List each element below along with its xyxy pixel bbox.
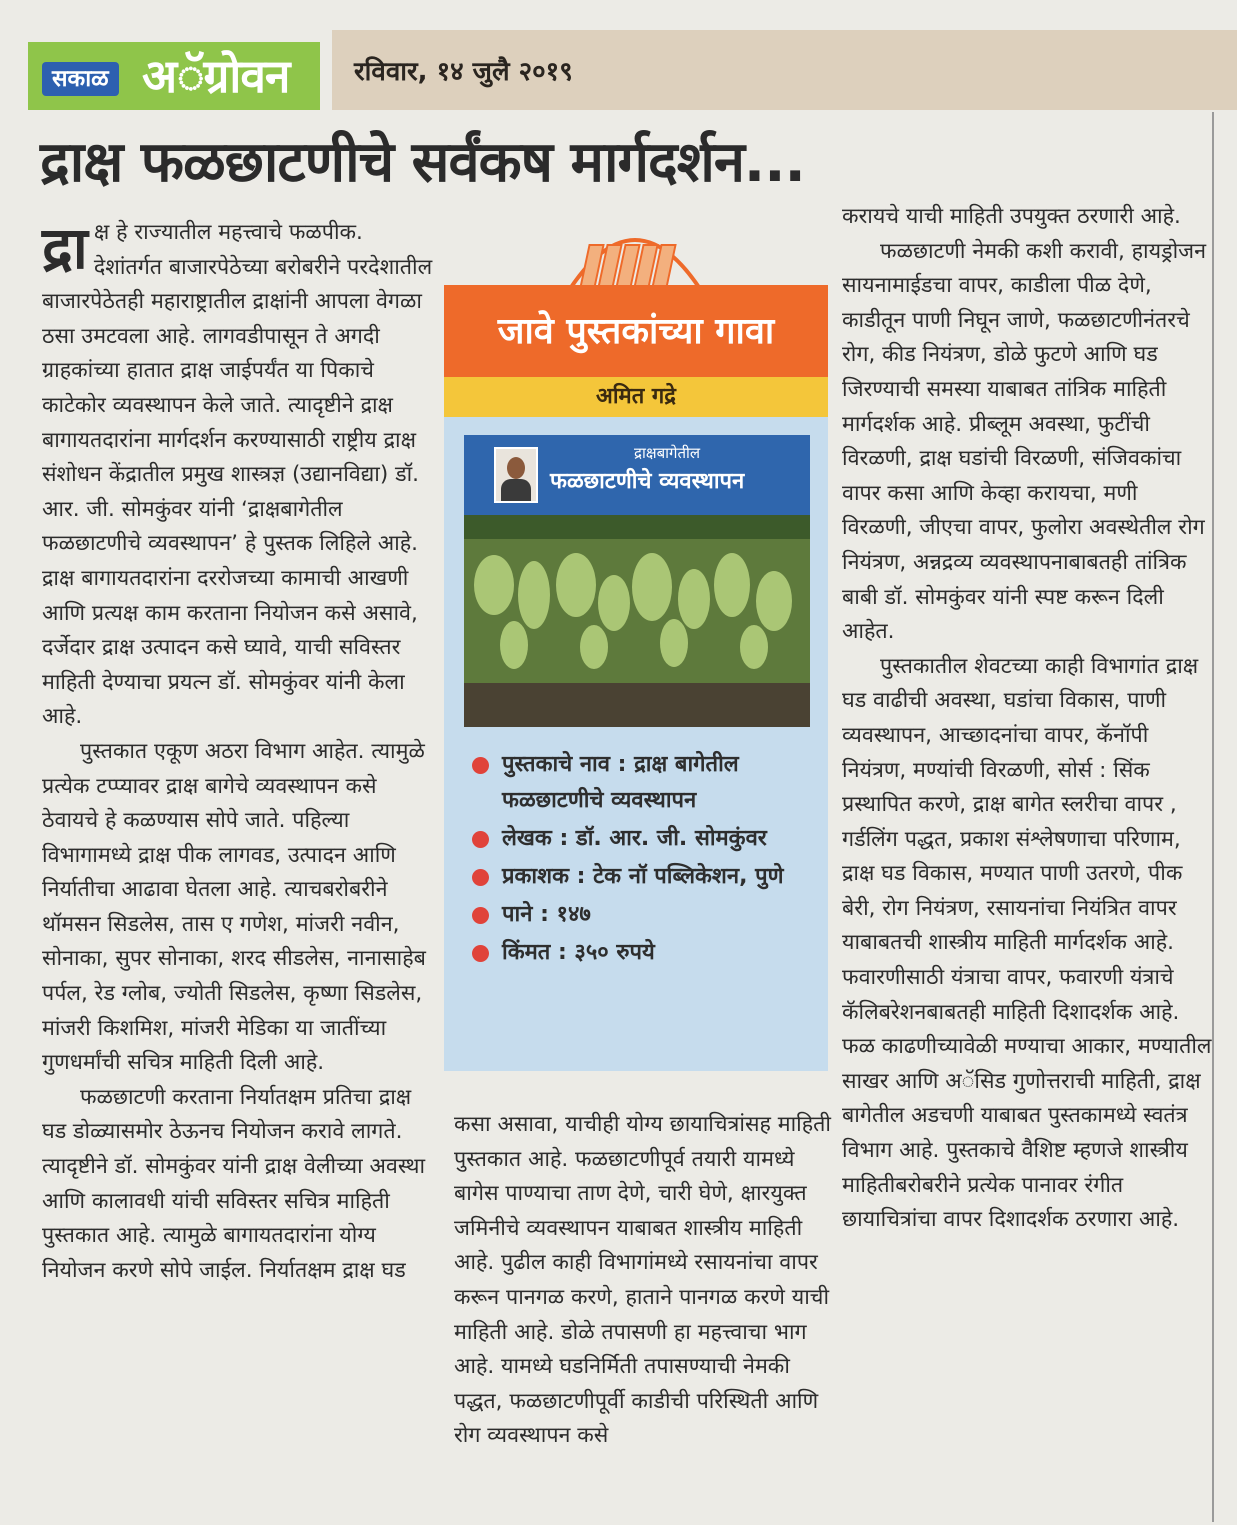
fact-pages <box>470 897 810 933</box>
fact-text: पुस्तकाचे नाव : द्राक्ष बागेतील फळछाटणीचे व्यवस्थापन <box>502 752 739 813</box>
paragraph-4: कसा असावा, याचीही योग्य छायाचित्रांसह माहिती पुस्तकात आहे. फळछाटणीपूर्व तयारी यामध्ये बागेस पाण्याचा ताण देणे, चारी घेणे, क्षारयुक्त जमिनीचे व्यवस्थापन याबाबत शास्त्रीय माहिती आहे. पुढील काही विभागांमध्ये रसायनांचा वापर करून पानगळ करणे, हाताने पानगळ करणे याची माहिती आहे. डोळे तपासणी हा महत्त्वाचा भाग आहे. यामध्ये घडनिर्मिती तपासण्याची नेमकी पद्धत, फळछाटणीपूर्वी काडीची परिस्थिती आणि रोग व्यवस्थापन कसे <box>454 1112 831 1449</box>
column-rule <box>1212 112 1214 1522</box>
paragraph-1-text: क्ष हे राज्यातील महत्त्वाचे फळपीक. देशांतर्गत बाजारपेठेच्या बरोबरीने परदेशातील बाजारपेठेतही महाराष्ट्रातील द्राक्षांनी आपला वेगळा ठसा उमटवला आहे. लागवडीपासून ते अगदी ग्राहकांच्या हातात द्राक्ष जाईपर्यंत या पिकाचे काटेकोर व्यवस्थापन केले जाते. त्यादृष्टीने द्राक्ष बागायतदारांना मार्गदर्शन करण्यासाठी राष्ट्रीय द्राक्ष संशोधन केंद्रातील प्रमुख शास्त्रज्ञ (उद्यानविद्या) डॉ. आर. जी. सोमकुंवर यांनी ‘द्राक्षबागेतील फळछाटणीचे व्यवस्थापन’ हे पुस्तक लिहिले आहे. द्राक्ष बागायतदारांना दररोजच्या कामाची आखणी आणि प्रत्यक्ष काम करताना नियोजन कसे असावे, दर्जेदार द्राक्ष उत्पादन कसे घ्यावे, याची सविस्तर माहिती देण्याचा प्रयत्न डॉ. सोमकुंवर यांनी केला आहे. <box>42 220 433 730</box>
paragraph-1 <box>42 216 434 735</box>
fact-text: पाने : १४७ <box>502 902 591 927</box>
author-photo <box>494 447 538 503</box>
fact-text: लेखक : डॉ. आर. जी. सोमकुंवर <box>502 826 767 851</box>
book-info-box <box>444 285 828 1071</box>
bullet-icon <box>472 869 489 886</box>
logo-agrowon: अॅग्रोवन <box>142 49 290 103</box>
cover-header <box>464 435 810 515</box>
bullet-icon <box>472 757 489 774</box>
fact-text: किंमत : ३५० रुपये <box>502 940 655 965</box>
paragraph-5: करायचे याची माहिती उपयुक्त ठरणारी आहे. <box>842 204 1181 229</box>
headline: द्राक्ष फळछाटणीचे सर्वंकष मार्गदर्शन... <box>40 130 805 195</box>
bullet-icon <box>472 907 489 924</box>
article-column-3 <box>842 200 1212 1238</box>
grape-vineyard-image <box>464 515 810 727</box>
fact-author <box>470 821 810 857</box>
box-title: जावे पुस्तकांच्या गावा <box>497 311 775 352</box>
article-column-2 <box>454 1108 834 1454</box>
agrowon-logo <box>28 42 320 110</box>
paragraph-6: फळछाटणी नेमकी कशी करावी, हायड्रोजन सायनामाईडचा वापर, काडीला पीळ देणे, काडीतून पाणी निघून जाणे, फळछाटणीनंतरचे रोग, कीड नियंत्रण, डोळे फुटणे आणि घड जिरण्याची समस्या याबाबत तांत्रिक माहिती मार्गदर्शक आहे. प्रीब्लूम अवस्था, फुटींची विरळणी, द्राक्ष घडांची विरळणी, संजिवकांचा वापर कसा आणि केव्हा करायचा, मणी विरळणी, जीएचा वापर, फुलोरा अवस्थेतील रोग नियंत्रण, अन्नद्रव्य व्यवस्थापनाबाबतही तांत्रिक बाबी डॉ. सोमकुंवर यांनी स्पष्ट करून दिली आहेत. <box>842 238 1207 645</box>
author-face <box>507 457 525 479</box>
box-title-band <box>444 285 828 377</box>
cover-subtitle: द्राक्षबागेतील <box>634 444 701 462</box>
cover-title: फळछाटणीचे व्यवस्थापन <box>550 469 745 494</box>
masthead <box>0 30 1237 112</box>
article-column-1 <box>42 216 434 1288</box>
bullet-icon <box>472 831 489 848</box>
box-author-band <box>444 377 828 417</box>
bullet-icon <box>472 945 489 962</box>
fact-book-name <box>470 747 810 819</box>
fact-publisher <box>470 859 810 895</box>
paragraph-7: पुस्तकातील शेवटच्या काही विभागांत द्राक्ष घड वाढीची अवस्था, घडांचा विकास, पाणी व्यवस्थापन, आच्छादनांचा वापर, कॅनॉपी नियंत्रण, मण्यांची विरळणी, सोर्स : सिंक प्रस्थापित करणे, द्राक्ष बागेत स्लरीचा वापर , गर्डलिंग पद्धत, प्रकाश संश्लेषणाचा परिणाम, द्राक्ष घड विकास, मण्यात पाणी उतरणे, पीक बेरी, रोग नियंत्रण, रसायनांचा नियंत्रित वापर याबाबतची शास्त्रीय माहिती मार्गदर्शक आहे. फवारणीसाठी यंत्राचा वापर, फवारणी यंत्राचे कॅलिबरेशनबाबतही माहिती दिशादर्शक आहे. फळ काढणीच्यावेळी मण्याचा आकार, मण्यातील साखर आणि अॅसिड गुणोत्तराची माहिती, द्राक्ष बागेतील अडचणी याबाबत पुस्तकामध्ये स्वतंत्र विभाग आहे. पुस्तकाचे वैशिष्ट म्हणजे शास्त्रीय माहितीबरोबरीने प्रत्येक पानावर रंगीत छायाचित्रांचा वापर दिशादर्शक ठरणारा आहे. <box>842 653 1212 1233</box>
author-body <box>501 479 531 501</box>
issue-date: रविवार, १४ जुलै २०१९ <box>354 57 573 87</box>
box-author: अमित गद्रे <box>596 384 676 409</box>
paragraph-3: फळछाटणी करताना निर्यातक्षम प्रतिचा द्राक्ष घड डोळ्यासमोर ठेऊनच नियोजन करावे लागते. त्यादृष्टीने डॉ. सोमकुंवर यांनी द्राक्ष वेलीच्या अवस्था आणि कालावधी यांची सविस्तर सचित्र माहिती पुस्तकात आहे. त्यामुळे बागायतदारांना योग्य नियोजन करणे सोपे जाईल. निर्यातक्षम द्राक्ष घड <box>42 1084 426 1283</box>
book-facts-list <box>470 747 810 973</box>
fact-price <box>470 935 810 971</box>
logo-sakal: सकाळ <box>42 62 119 96</box>
date-strip <box>332 30 1237 110</box>
drop-cap: द्रा <box>42 214 88 282</box>
paragraph-2: पुस्तकात एकूण अठरा विभाग आहेत. त्यामुळे प्रत्येक टप्प्यावर द्राक्ष बागेचे व्यवस्थापन कसे ठेवायचे हे कळण्यास सोपे जाते. पहिल्या विभागामध्ये द्राक्ष पीक लागवड, उत्पादन आणि निर्यातीचा आढावा घेतला आहे. त्याचबरोबरीने थॉमसन सिडलेस, तास ए गणेश, मांजरी नवीन, सोनाका, सुपर सोनाका, शरद सीडलेस, नानासाहेब पर्पल, रेड ग्लोब, ज्योती सिडलेस, कृष्णा सिडलेस, मांजरी किशमिश, मांजरी मेडिका या जातींच्या गुणधर्मांची सचित्र माहिती दिली आहे. <box>42 738 426 1076</box>
book-cover-image <box>464 435 810 727</box>
fact-text: प्रकाशक : टेक नॉ पब्लिकेशन, पुणे <box>502 864 784 889</box>
